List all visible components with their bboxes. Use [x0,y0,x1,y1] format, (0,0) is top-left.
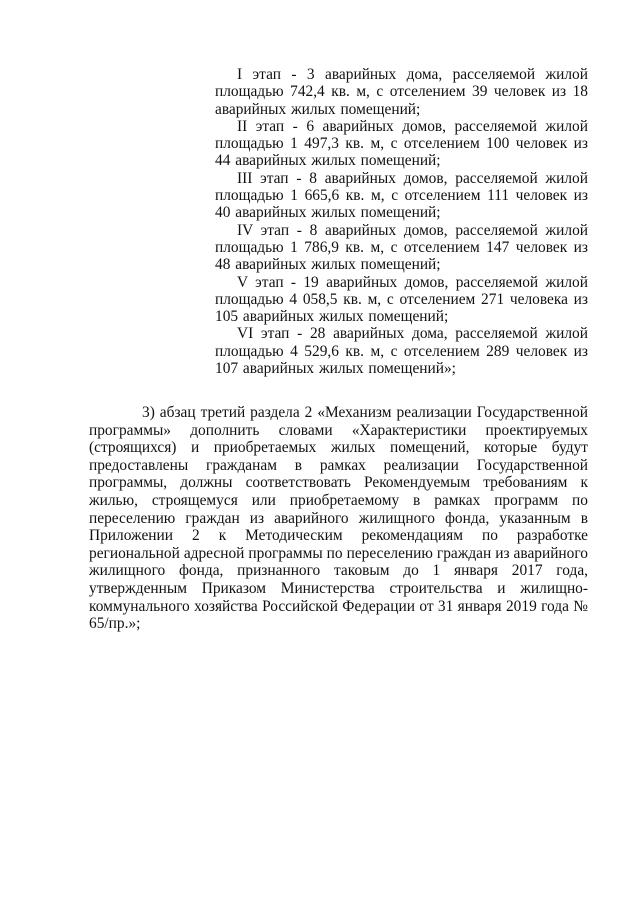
stage-paragraph-4: IV этап - 8 аварийных домов, расселяемой жилой площадью 1 786,9 кв. м, с отселением 147 человек из 48 аварийных жилых помещений; [215,221,588,274]
amendment-paragraph: 3) абзац третий раздела 2 «Механизм реализации Государственной программы» дополнить словами «Характеристики проектируемых (строящихся) и приобретаемых жилых помещений, которые будут предоставлены гражданам в рамках реализации Государственной программы, должны соответствовать Рекомендуемым требованиям к жилью, строящемуся или приобретаемому в рамках программ по переселению граждан из аварийного жилищного фонда, указанным в Приложении 2 к Методическим рекомендациям по разработке региональной адресной программы по переселению граждан из аварийного жилищного фонда, признанного таковым до 1 января 2017 года, утвержденным Приказом Министерства строительства и жилищно-коммунального хозяйства Российской Федерации от 31 января 2019 года № 65/пр.»; [89,404,588,633]
stage-paragraph-2: II этап - 6 аварийных домов, расселяемой жилой площадью 1 497,3 кв. м, с отселением 100 человек из 44 аварийных жилых помещений; [215,117,588,170]
stage-paragraph-3: III этап - 8 аварийных домов, расселяемой жилой площадью 1 665,6 кв. м, с отселением 111 человек из 40 аварийных жилых помещений; [215,169,588,222]
stages-list [215,66,588,377]
stage-paragraph-1: I этап - 3 аварийных дома, расселяемой жилой площадью 742,4 кв. м, с отселением 39 человек из 18 аварийных жилых помещений; [215,66,588,118]
stage-paragraph-6: VI этап - 28 аварийных дома, расселяемой жилой площадью 4 529,6 кв. м, с отселением 289 человек из 107 аварийных жилых помещений»; [215,325,588,378]
stage-paragraph-5: V этап - 19 аварийных домов, расселяемой жилой площадью 4 058,5 кв. м, с отселением 271 человека из 105 аварийных жилых помещений; [215,273,588,326]
